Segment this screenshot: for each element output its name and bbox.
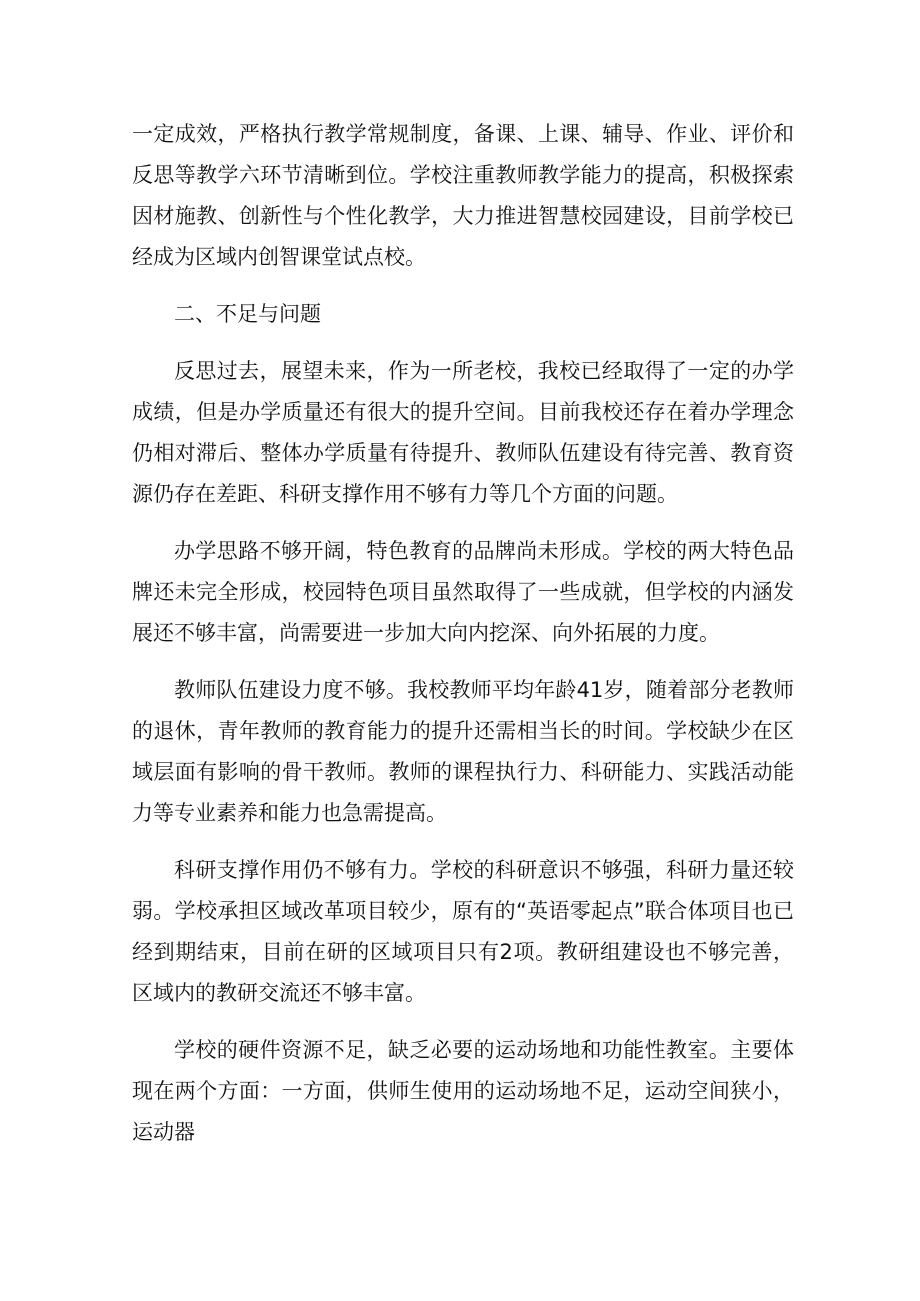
paragraph-continuation: 一定成效，严格执行教学常规制度，备课、上课、辅导、作业、评价和反思等教学六环节清晰到位。学校注重教师教学能力的提高，积极探索因材施教、创新性与个性化教学，大力推进智慧校园建设，目前学校已经成为区域内创智课堂试点校。 xyxy=(132,122,794,269)
section-heading: 二、不足与问题 xyxy=(174,302,321,326)
paragraph-school-direction: 办学思路不够开阔，特色教育的品牌尚未形成。学校的两大特色品牌还未完全形成，校园特色项目虽然取得了一些成就，但学校的内涵发展还不够丰富，尚需要进一步加大向内挖深、向外拓展的力度。 xyxy=(132,539,794,645)
paragraph-hardware-resources: 学校的硬件资源不足，缺乏必要的运动场地和功能性教室。主要体现在两个方面：一方面，供师生使用的运动场地不足，运动空间狭小，运动器 xyxy=(132,1038,794,1144)
paragraph-reflection: 反思过去，展望未来，作为一所老校，我校已经取得了一定的办学成绩，但是办学质量还有很大的提升空间。目前我校还存在着办学理念仍相对滞后、整体办学质量有待提升、教师队伍建设有待完善、教育资源仍存在差距、科研支撑作用不够有力等几个方面的问题。 xyxy=(132,359,794,506)
document-body xyxy=(132,114,794,1169)
paragraph-research-support: 科研支撑作用仍不够有力。学校的科研意识不够强，科研力量还较弱。学校承担区域改革项目较少，原有的“英语零起点”联合体项目也已经到期结束，目前在研的区域项目只有2项。教研组建设也不够完善，区域内的教研交流还不够丰富。 xyxy=(132,858,794,1005)
paragraph-teacher-team: 教师队伍建设力度不够。我校教师平均年龄41岁，随着部分老教师的退休，青年教师的教育能力的提升还需相当长的时间。学校缺少在区域层面有影响的骨干教师。教师的课程执行力、科研能力、实践活动能力等专业素养和能力也急需提高。 xyxy=(132,678,794,825)
